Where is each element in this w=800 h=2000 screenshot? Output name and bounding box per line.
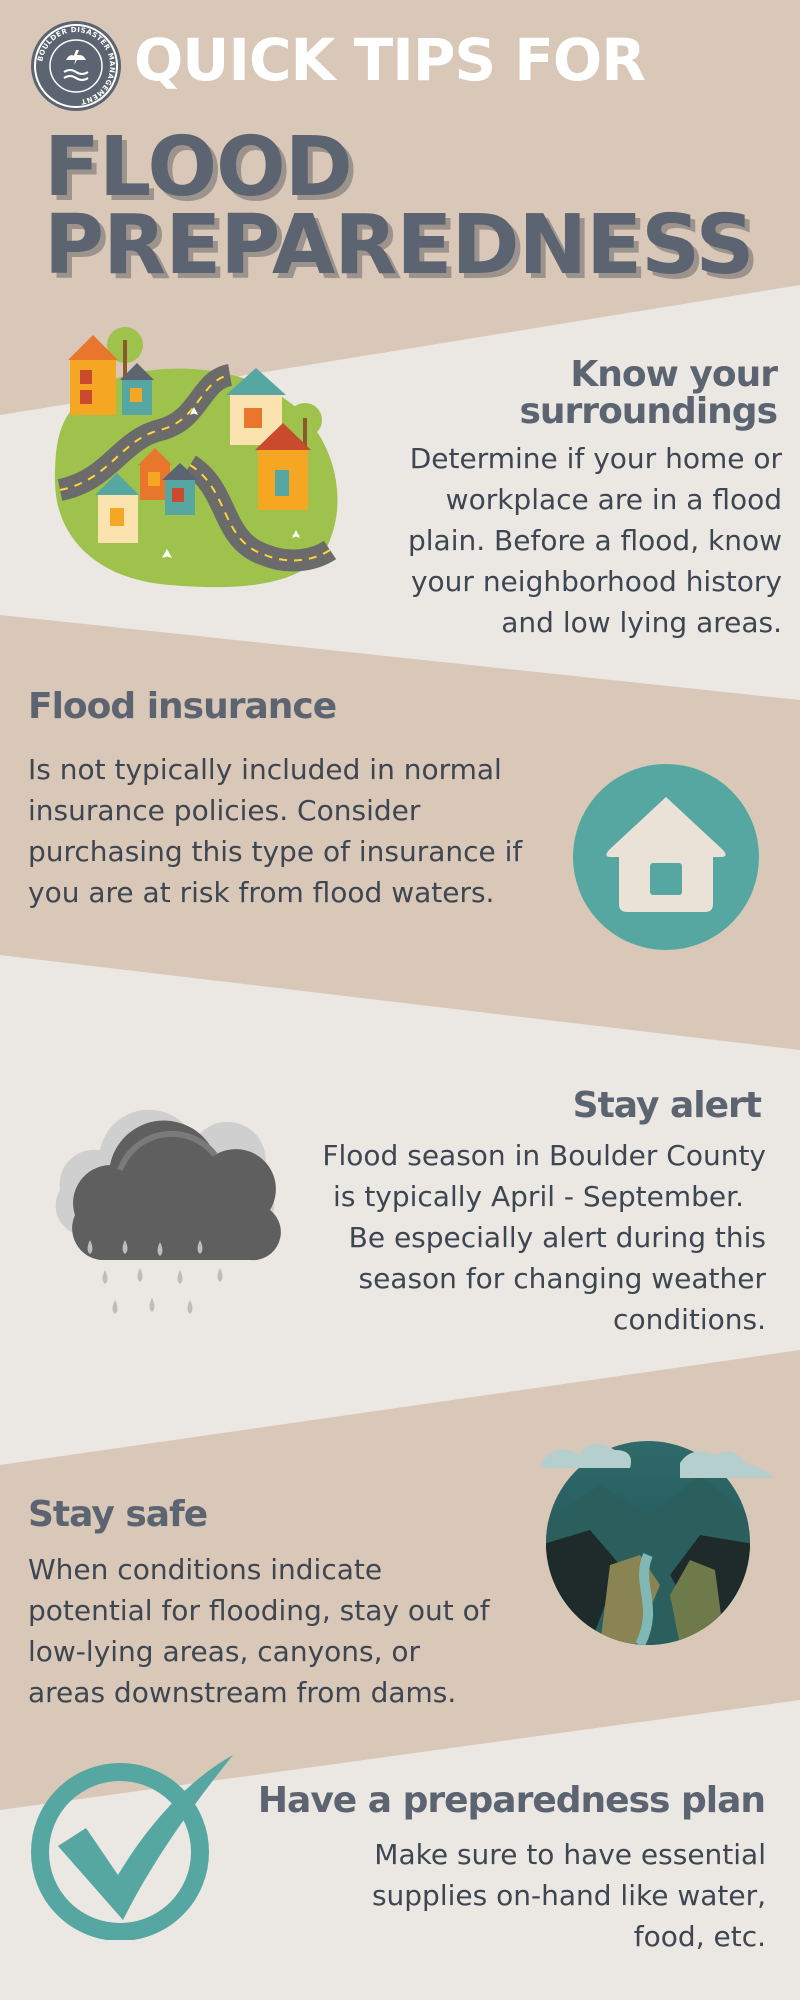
body-line: low-lying areas, canyons, or [28, 1635, 421, 1668]
body-line: your neighborhood history [410, 565, 782, 598]
town-map-icon [50, 320, 350, 600]
page-title-line2: PREPAREDNESS [44, 198, 754, 293]
body-line: conditions. [613, 1303, 766, 1336]
section-heading-plan: Have a preparedness plan [257, 1780, 765, 1821]
body-line: supplies on-hand like water, [371, 1879, 766, 1912]
body-line: Determine if your home or [409, 442, 782, 475]
section-body-plan [300, 1834, 766, 1957]
body-line: food, etc. [633, 1920, 766, 1953]
body-line: you are at risk from flood waters. [28, 876, 495, 909]
logo [30, 20, 122, 112]
canyon-icon [540, 1435, 780, 1645]
body-line: potential for flooding, stay out of [28, 1594, 490, 1627]
page-title-line1: FLOOD [44, 120, 352, 215]
body-line: insurance policies. Consider [28, 794, 421, 827]
logo-text: BOULDER DISASTER MANAGEMENT [36, 25, 117, 106]
rain-cloud-icon [40, 1090, 290, 1335]
body-line: Is not typically included in normal [28, 753, 502, 786]
section-heading-alert: Stay alert [572, 1085, 761, 1126]
section-heading-surroundings-line2: surroundings [519, 391, 777, 432]
section-body-insurance [28, 749, 548, 913]
body-line: is typically April - September. [333, 1180, 744, 1213]
body-line: season for changing weather [358, 1262, 766, 1295]
section-body-safe [28, 1549, 528, 1713]
logo-emblem-icon [30, 20, 122, 112]
body-line: and low lying areas. [501, 606, 782, 639]
section-heading-insurance: Flood insurance [28, 686, 337, 727]
body-line: plain. Before a flood, know [407, 524, 782, 557]
body-line: When conditions indicate [28, 1553, 383, 1586]
section-body-alert [300, 1135, 766, 1340]
checkmark-icon [28, 1750, 238, 1940]
section-heading-safe: Stay safe [28, 1494, 208, 1535]
body-line: Make sure to have essential [374, 1838, 766, 1871]
body-line: areas downstream from dams. [28, 1676, 457, 1709]
header-subtitle: QUICK TIPS FOR [134, 26, 645, 94]
section-heading-surroundings-line1: Know your [570, 354, 777, 395]
body-line: purchasing this type of insurance if [28, 835, 523, 868]
house-icon [573, 764, 759, 950]
body-line: Flood season in Boulder County [322, 1139, 766, 1172]
section-body-surroundings [370, 438, 782, 643]
body-line: workplace are in a flood [445, 483, 782, 516]
body-line: Be especially alert during this [348, 1221, 766, 1254]
